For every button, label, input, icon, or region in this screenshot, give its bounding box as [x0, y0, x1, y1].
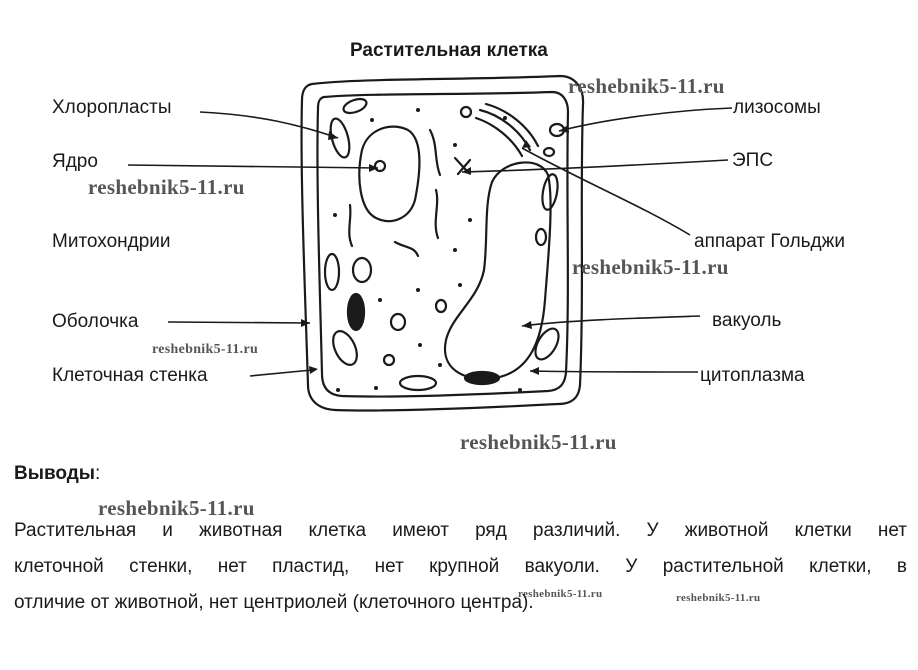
watermark: reshebnik5-11.ru	[152, 342, 259, 357]
leader-er	[462, 160, 728, 172]
leader-nucleus	[128, 165, 378, 168]
leader-golgi	[522, 148, 690, 235]
nucleus-outline	[359, 127, 419, 221]
watermark: reshebnik5-11.ru	[88, 175, 245, 199]
leader-membrane	[168, 322, 310, 323]
label-mitochondria: Митохондрии	[52, 231, 171, 252]
label-chloroplasts: Хлоропласты	[52, 97, 172, 118]
watermark: reshebnik5-11.ru	[460, 430, 617, 454]
label-nucleus: Ядро	[52, 151, 98, 172]
diagram-title: Растительная клетка	[350, 40, 548, 61]
label-golgi: аппарат Гольджи	[694, 231, 845, 252]
leader-cytoplasm	[530, 371, 698, 372]
conclusions-heading	[14, 463, 100, 485]
label-vacuole: вакуоль	[712, 310, 782, 331]
conclusions-line: Растительная и животная клетка имеют ряд различий. У животной клетки нет	[14, 520, 907, 541]
label-cell-wall: Клеточная стенка	[52, 365, 208, 386]
watermark: reshebnik5-11.ru	[568, 74, 725, 98]
watermark: reshebnik5-11.ru	[518, 588, 603, 600]
vacuole-outline	[445, 162, 551, 378]
watermark: reshebnik5-11.ru	[572, 255, 729, 279]
er-lines	[430, 130, 440, 175]
leader-cell-wall	[250, 370, 312, 376]
conclusions-line: отличие от животной, нет центриолей (клеточного центра).	[14, 592, 534, 613]
label-cytoplasm: цитоплазма	[700, 365, 805, 386]
label-lysosomes: лизосомы	[733, 97, 821, 118]
cell-membrane-outline	[317, 92, 568, 397]
watermark: reshebnik5-11.ru	[676, 592, 761, 604]
mitochondrion-shape	[353, 258, 371, 282]
label-membrane: Оболочка	[52, 311, 139, 332]
conclusions-paragraph	[14, 513, 907, 621]
leader-vacuole	[522, 316, 700, 326]
conclusions-heading-colon: :	[95, 463, 101, 484]
leader-lysosomes	[559, 108, 732, 131]
nucleolus-shape	[375, 161, 385, 171]
conclusions-line: клеточной стенки, нет пластид, нет крупной вакуоли. У растительной клетки, в	[14, 556, 907, 577]
watermark: reshebnik5-11.ru	[98, 496, 255, 520]
label-er: ЭПС	[732, 150, 774, 171]
conclusions-heading-text: Выводы	[14, 463, 96, 484]
